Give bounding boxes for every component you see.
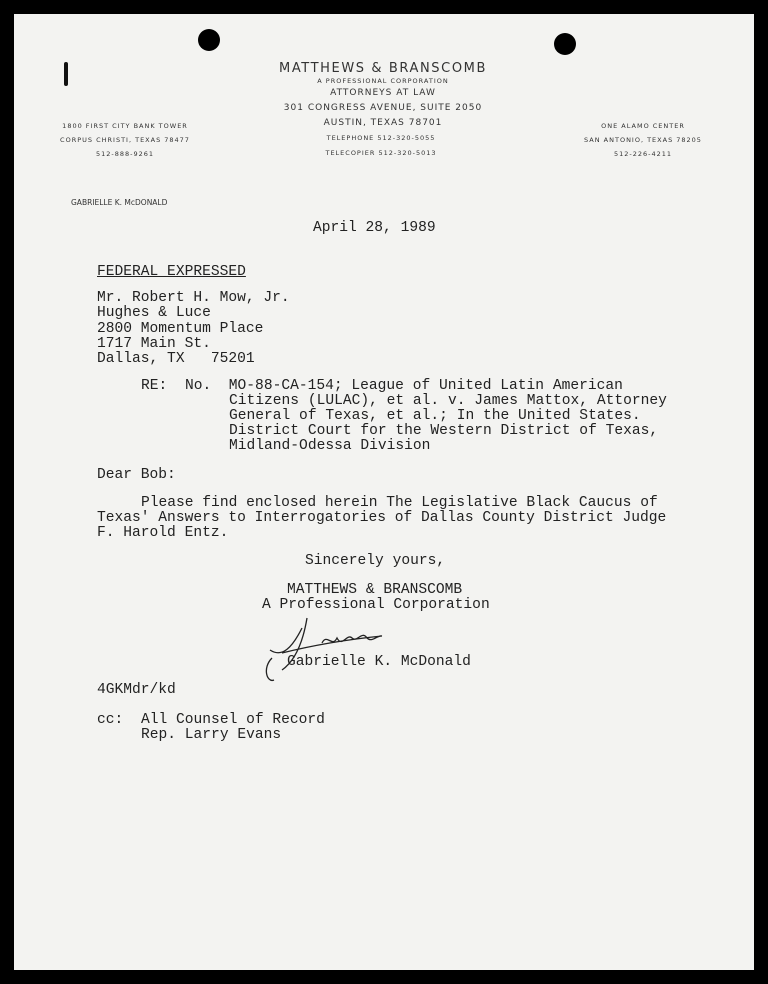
punch-hole — [554, 33, 576, 55]
recipient-line: Dallas, TX 75201 — [97, 351, 255, 367]
salutation: Dear Bob: — [97, 467, 176, 483]
re-line: Midland-Odessa Division — [229, 438, 431, 454]
firm-address: 301 CONGRESS AVENUE, SUITE 2050 — [283, 103, 483, 113]
handwritten-signature — [262, 608, 432, 688]
punch-hole — [198, 29, 220, 51]
firm-subtitle: A PROFESSIONAL CORPORATION — [317, 77, 449, 85]
attorney-name: GABRIELLE K. McDONALD — [71, 198, 168, 207]
re-line: General of Texas, et al.; In the United States. — [229, 408, 641, 424]
re-line: Citizens (LULAC), et al. v. James Mattox, Attorney — [229, 393, 667, 409]
right-office-line: ONE ALAMO CENTER — [601, 122, 685, 130]
recipient-line: 1717 Main St. — [97, 336, 211, 352]
re-line: No. MO-88-CA-154; League of United Latin American — [185, 378, 623, 394]
letter-date: April 28, 1989 — [313, 220, 436, 236]
right-office-line: SAN ANTONIO, TEXAS 78205 — [584, 136, 702, 144]
cc-recipient: All Counsel of Record — [141, 712, 325, 728]
body-line: Texas' Answers to Interrogatories of Dallas County District Judge — [97, 510, 667, 526]
signature-firm: MATTHEWS & BRANSCOMB — [287, 582, 463, 598]
recipient-line: Mr. Robert H. Mow, Jr. — [97, 290, 290, 306]
firm-telephone: TELEPHONE 512-320-5055 — [326, 134, 436, 142]
reference-initials: 4GKMdr/kd — [97, 682, 176, 698]
re-label: RE: — [141, 378, 168, 394]
delivery-method: FEDERAL EXPRESSED — [97, 264, 246, 280]
recipient-line: 2800 Momentum Place — [97, 321, 264, 337]
signer-name: Gabrielle K. McDonald — [287, 654, 471, 670]
cc-label: cc: — [97, 712, 124, 728]
recipient-line: Hughes & Luce — [97, 305, 211, 321]
left-office-line: CORPUS CHRISTI, TEXAS 78477 — [60, 136, 190, 144]
firm-name: MATTHEWS & BRANSCOMB — [279, 61, 487, 76]
body-line: F. Harold Entz. — [97, 525, 229, 541]
left-office-line: 512-888-9261 — [95, 150, 155, 158]
re-line: District Court for the Western District of Texas, — [229, 423, 659, 439]
closing: Sincerely yours, — [305, 553, 446, 569]
ink-mark — [64, 62, 68, 86]
signature-corporation: A Professional Corporation — [262, 597, 490, 613]
body-line: Please find enclosed herein The Legislative Black Caucus of — [141, 495, 658, 511]
firm-city: AUSTIN, TEXAS 78701 — [323, 118, 443, 128]
firm-telecopier: TELECOPIER 512-320-5013 — [325, 149, 437, 157]
firm-practice: ATTORNEYS AT LAW — [330, 88, 436, 98]
cc-recipient: Rep. Larry Evans — [141, 727, 282, 743]
left-office-line: 1800 FIRST CITY BANK TOWER — [62, 122, 188, 130]
right-office-line: 512-226-4211 — [613, 150, 673, 158]
